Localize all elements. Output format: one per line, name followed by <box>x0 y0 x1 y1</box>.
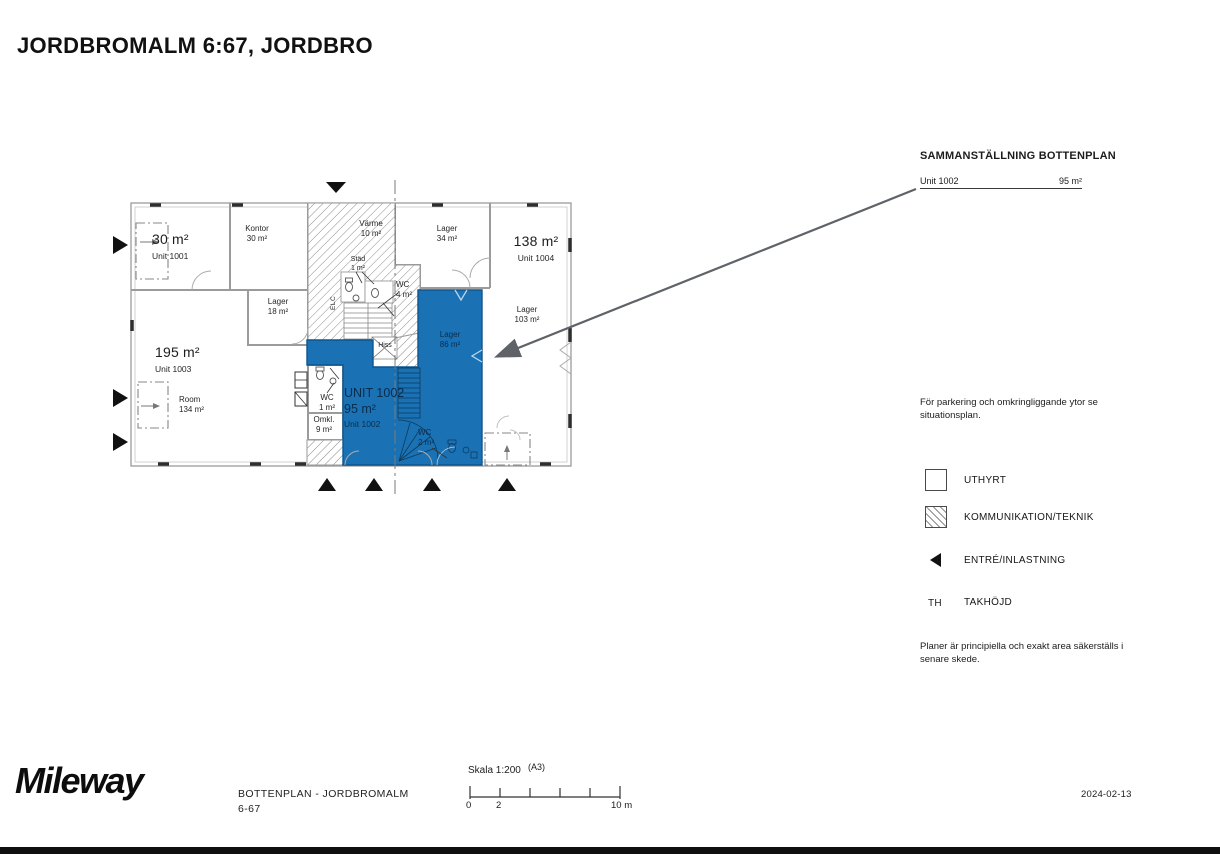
room-label-elc: ELC <box>330 295 337 310</box>
legend-item-entre <box>925 553 1065 567</box>
entrance-triangle-icon <box>930 553 941 567</box>
summary-title: SAMMANSTÄLLNING BOTTENPLAN <box>920 150 1116 162</box>
room-label-unit1003: 195 m² Unit 1003 <box>155 344 200 374</box>
legend-label: KOMMUNIKATION/TEKNIK <box>964 511 1094 523</box>
page-title: JORDBROMALM 6:67, JORDBRO <box>17 33 373 58</box>
room-label-lager103: Lager 103 m² <box>514 305 540 324</box>
room-label-lager18: Lager 18 m² <box>267 297 289 316</box>
room-label-lager34: Lager 34 m² <box>436 224 458 243</box>
summary-row-value: 95 m² <box>1058 176 1082 186</box>
room-label-omkl: Omkl. 9 m² <box>313 415 335 434</box>
legend-item-takhojd <box>925 593 1012 611</box>
scale-bar <box>470 786 620 799</box>
room-label-unit1004: 138 m² Unit 1004 <box>513 233 559 263</box>
room-label-stad: Städ 1 m² <box>350 256 366 272</box>
room-label-room134: Room 134 m² <box>179 395 204 414</box>
room-label-lager86: Lager 86 m² <box>439 330 461 349</box>
unit1001-area: 30 m² <box>152 231 189 247</box>
unit-1002-label: UNIT 1002 95 m² Unit 1002 <box>344 386 405 429</box>
scale-tick-10m: 10 m <box>611 800 633 811</box>
legend-label: TAKHÖJD <box>964 596 1013 608</box>
legend-item-uthyrt <box>925 469 1006 491</box>
room-label-kontor: Kontor 30 m² <box>245 224 269 243</box>
legend-label: ENTRÉ/INLASTNING <box>964 554 1066 566</box>
disclaimer-note: Planer är principiella och exakt area säkerställs i senare skede. <box>920 641 1124 665</box>
room-label-unit1001 <box>152 231 189 261</box>
takhojd-symbol: TH <box>928 598 942 609</box>
scale-tick-2: 2 <box>496 800 502 811</box>
parking-note: För parkering och omkringliggande ytor se situationsplan. <box>920 397 1098 421</box>
room-label-hiss: Hiss <box>378 342 392 349</box>
room-label-wc4: WC 4 m² <box>396 280 412 299</box>
scale-format: (A3) <box>528 762 546 772</box>
scale-label: Skala 1:200 <box>468 765 521 776</box>
mileway-logo: Mileway <box>15 760 143 801</box>
summary-row-label: Unit 1002 <box>920 176 959 186</box>
date: 2024-02-13 <box>1081 789 1132 800</box>
room-label-varme: Värme 10 m² <box>359 219 383 238</box>
uthyrt-swatch-icon <box>925 469 947 491</box>
unit1001-unit: Unit 1001 <box>152 250 189 261</box>
summary-row <box>920 176 1082 189</box>
scale-tick-0: 0 <box>466 800 472 811</box>
legend-label: UTHYRT <box>964 474 1007 486</box>
drawing-title: BOTTENPLAN - JORDBROMALM 6-67 <box>238 788 409 816</box>
hatch-swatch-icon <box>925 506 947 528</box>
room-label-wc1: WC 1 m² <box>319 393 335 412</box>
callout-arrow <box>498 189 916 356</box>
legend-item-kommunikation <box>925 506 1094 528</box>
room-label-wc2: WC 2 m² <box>418 428 434 447</box>
